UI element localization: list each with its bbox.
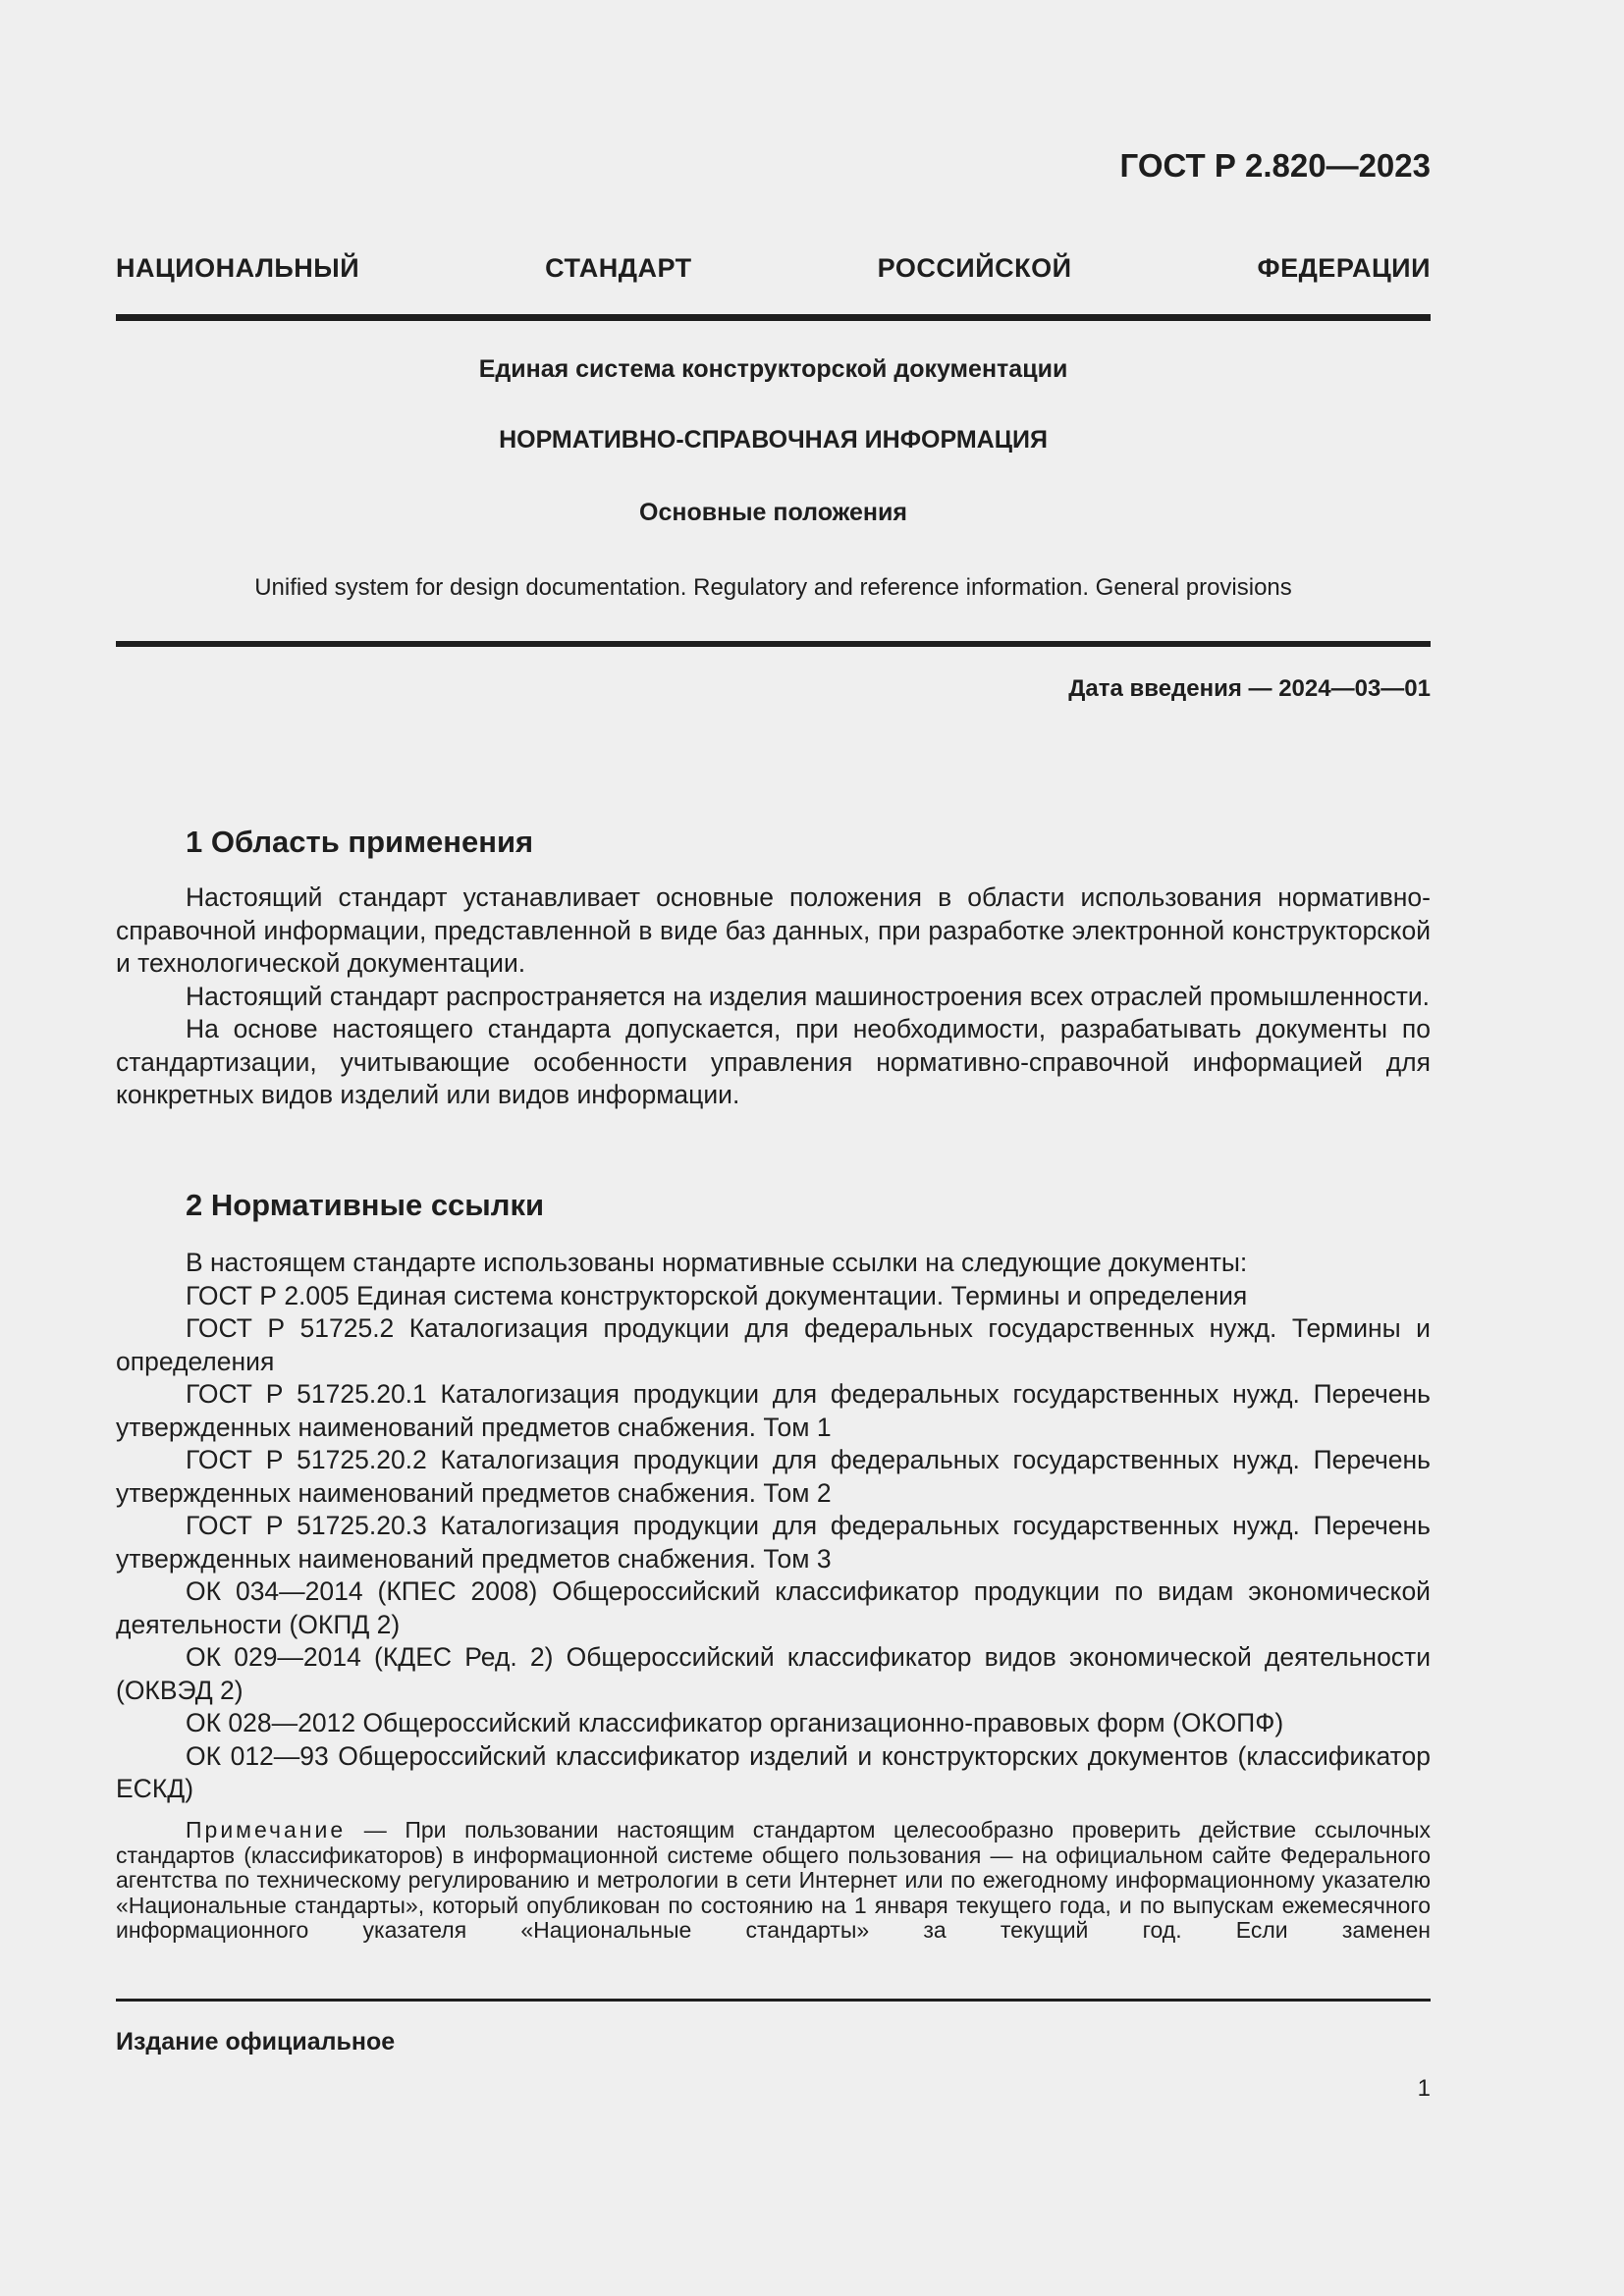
reference-item: ГОСТ Р 2.005 Единая система конструкторской документации. Термины и определения — [186, 1280, 1248, 1310]
reference-item: ГОСТ Р 51725.20.3 Каталогизация продукции для федеральных государственных нужд. Перечень утвержденных наименований предметов снабжения. Том 3 — [116, 1511, 1431, 1574]
note-text: — При пользовании настоящим стандартом целесообразно проверить действие ссылочных стандартов (классификаторов) в информационной системе общего пользования — на официальном сайте Федерального агентства по техническому регулированию и метрологии в сети Интернет или по ежегодному информационному указателю «Национальные стандарты», который опубликован по состоянию на 1 января текущего года, и по выпускам ежемесячного информационного указателя «Национальные стандарты» за текущий год. Если заменен — [116, 1817, 1431, 1943]
reference-item: ОК 028—2012 Общероссийский классификатор организационно-правовых форм (ОКОПФ) — [186, 1708, 1284, 1737]
english-title: Unified system for design documentation. Regulatory and reference information. General provisions — [254, 574, 1292, 601]
standard-number: ГОСТ Р 2.820—2023 — [1119, 147, 1431, 184]
top-rule — [116, 314, 1431, 321]
section-1-heading: 1 Область применения — [186, 825, 534, 859]
section-1-body — [116, 881, 1431, 1112]
main-title: НОРМАТИВНО-СПРАВОЧНАЯ ИНФОРМАЦИЯ — [499, 426, 1048, 454]
references-intro: В настоящем стандарте использованы нормативные ссылки на следующие документы: — [186, 1248, 1248, 1277]
reference-item: ГОСТ Р 51725.20.2 Каталогизация продукции для федеральных государственных нужд. Перечень утвержденных наименований предметов снабжения. Том 2 — [116, 1445, 1431, 1508]
footer-rule — [116, 1999, 1431, 2002]
reference-item: ОК 012—93 Общероссийский классификатор изделий и конструкторских документов (классификатор ЕСКД) — [116, 1740, 1431, 1803]
national-standard-banner: НАЦИОНАЛЬНЫЙ СТАНДАРТ РОССИЙСКОЙ ФЕДЕРАЦИИ — [116, 253, 1431, 283]
section-2-heading: 2 Нормативные ссылки — [186, 1188, 545, 1222]
note-block — [116, 1818, 1431, 1944]
section-2-body — [116, 1247, 1431, 1806]
paragraph: Настоящий стандарт устанавливает основные положения в области использования нормативно-справочной информации, представленной в виде баз данных, при разработке электронной конструкторской и технологической документации. — [116, 882, 1431, 978]
sub-title: Основные положения — [639, 499, 907, 526]
page-number: 1 — [1417, 2075, 1431, 2102]
reference-item: ГОСТ Р 51725.2 Каталогизация продукции для федеральных государственных нужд. Термины и определения — [116, 1313, 1431, 1376]
introduction-date: Дата введения — 2024—03—01 — [1068, 675, 1431, 702]
official-edition-label: Издание официальное — [116, 2028, 396, 2056]
paragraph: Настоящий стандарт распространяется на изделия машиностроения всех отраслей промышленности. — [186, 981, 1431, 1011]
system-title: Единая система конструкторской документации — [478, 355, 1068, 383]
reference-item: ОК 034—2014 (КПЕС 2008) Общероссийский классификатор продукции по видам экономической деятельности (ОКПД 2) — [116, 1576, 1431, 1639]
paragraph: На основе настоящего стандарта допускается, при необходимости, разрабатывать документы по стандартизации, учитывающие особенности управления нормативно-справочной информацией для конкретных видов изделий или видов информации. — [116, 1014, 1431, 1109]
reference-item: ГОСТ Р 51725.20.1 Каталогизация продукции для федеральных государственных нужд. Перечень утвержденных наименований предметов снабжения. Том 1 — [116, 1379, 1431, 1442]
reference-item: ОК 029—2014 (КДЕС Ред. 2) Общероссийский классификатор видов экономической деятельности (ОКВЭД 2) — [116, 1642, 1431, 1705]
title-bottom-rule — [116, 641, 1431, 647]
note-label: Примечание — [186, 1817, 347, 1842]
